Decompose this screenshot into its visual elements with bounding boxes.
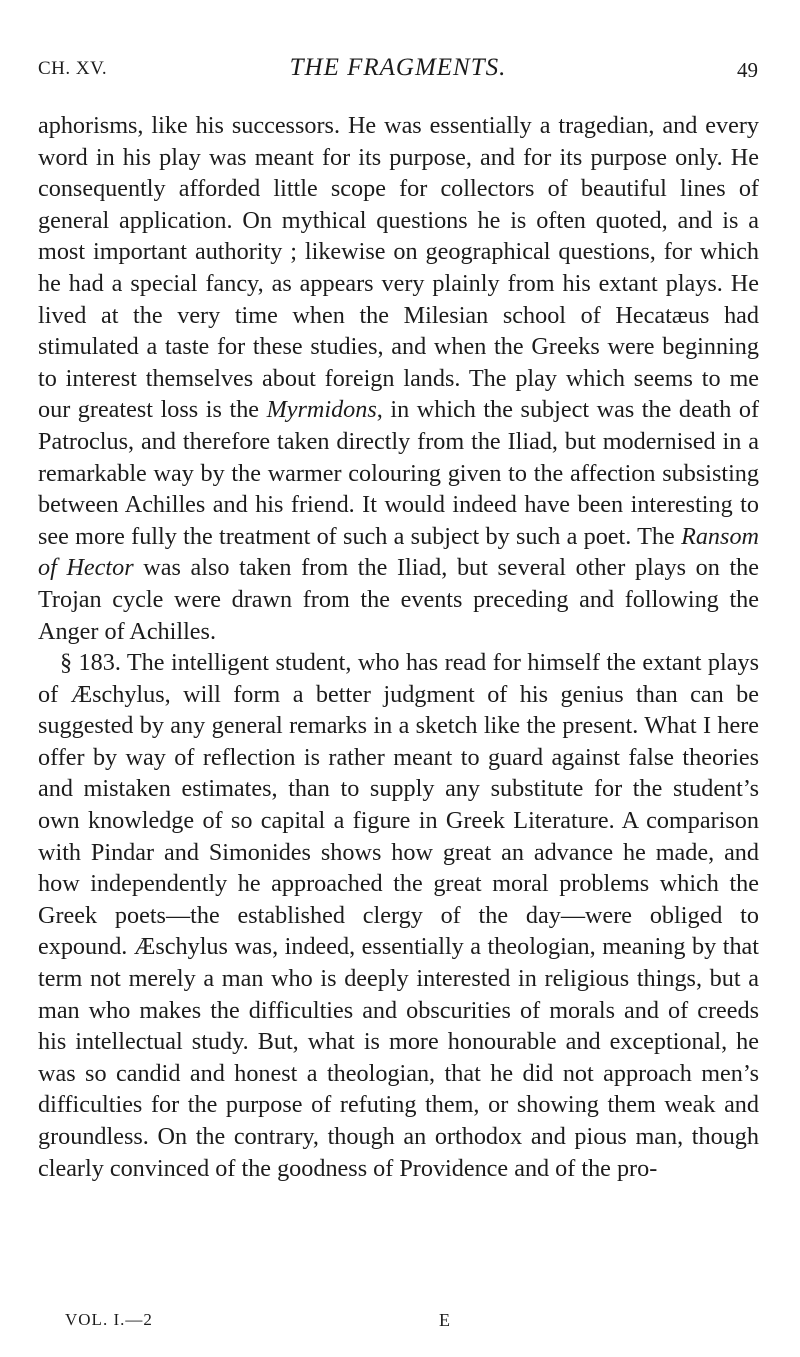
running-title: THE FRAGMENTS.: [289, 54, 507, 81]
page-footer: [65, 1310, 565, 1340]
paragraph-section-183: [38, 647, 759, 1184]
paragraph: [38, 110, 759, 647]
running-head: [38, 52, 758, 88]
text-run: was also taken from the Iliad, but several other plays on the Trojan cycle were drawn from the events preceding and following the Anger of Achilles.: [38, 554, 760, 645]
text-run: , in which the subject was the death of Patroclus, and therefore taken directly from the Iliad, but modernised in a remarkable way by the warmer colouring given to the affection subsisting between Achilles and his friend. It would indeed have been interesting to see more fully the treatment of such a subject by such a poet. The: [38, 396, 759, 550]
play-title-ransom-of-hector: Ransom of Hector: [38, 522, 759, 582]
play-title-myrmidons: Myrmidons: [266, 396, 377, 424]
page-number: 49: [737, 58, 758, 82]
text-run: § 183. The intelligent student, who has read for himself the extant plays of Æschylus, will form a better judgment of his genius than can be suggested by any general remarks in a sketch like the present. What I here offer by way of reflection is rather meant to guard against false theories and mistaken estimates, than to supply any substitute for the student’s own knowledge of so capital a figure in Greek Literature. A comparison with Pindar and Simonides shows how great an advance he made, and how independently he approached the great moral problems which the Greek poets—the established clergy of the day—were obliged to expound. Æschylus was, indeed, essentially a theologian, meaning by that term not merely a man who is deeply interested in religious things, but a man who makes the difficulties and obscurities of morals and of creeds his intellectual study. But, what is more honourable and exceptional, he was so candid and honest a theologian, that he did not approach men’s difficulties for the purpose of refuting them, or showing them weak and groundless. On the contrary, though an orthodox and pious man, though clearly convinced of the goodness of Providence and of the pro-: [38, 649, 759, 1182]
signature-mark: E: [439, 1310, 450, 1330]
text-run: aphorisms, like his successors. He was essentially a tragedian, and every word in his play was meant for its purpose, and for its purpose only. He consequently afforded little scope for collectors of beautiful lines of general application. On mythical questions he is often quoted, and is a most important authority ; likewise on geographical questions, for which he had a special fancy, as appears very plainly from his extant plays. He lived at the very time when the Milesian school of Hecatæus had stimulated a taste for these studies, and when the Greeks were beginning to interest themselves about foreign lands. The play which seems to me our greatest loss is the: [38, 112, 759, 424]
chapter-label: CH. XV.: [38, 58, 108, 79]
body-text: [38, 110, 759, 1184]
volume-signature: VOL. I.—2: [65, 1310, 153, 1329]
